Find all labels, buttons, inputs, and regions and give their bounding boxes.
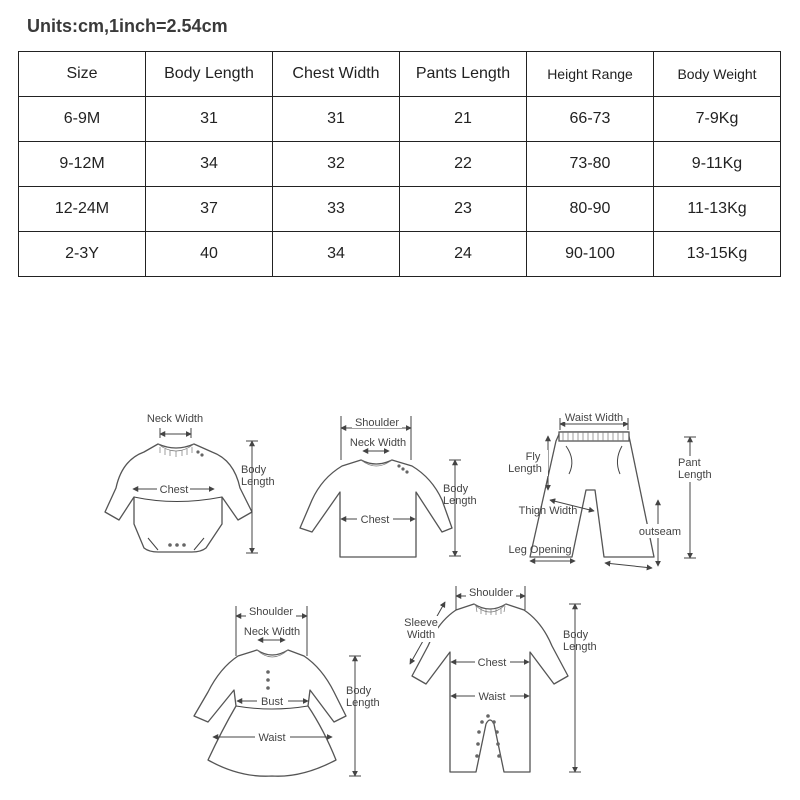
size-table	[18, 51, 781, 277]
cell-size: 12-24M	[19, 187, 146, 232]
header-height-range: Height Range	[527, 52, 654, 97]
table-row	[19, 142, 781, 187]
cell-chest-width: 31	[273, 97, 400, 142]
bodysuit-length-label-1: Body	[241, 464, 267, 476]
table-row	[19, 187, 781, 232]
cell-body-length: 31	[146, 97, 273, 142]
sweater-neck-label: Neck Width	[349, 437, 407, 449]
romper-shoulder-label: Shoulder	[468, 587, 514, 599]
bodysuit-chest-label: Chest	[159, 484, 189, 496]
bodysuit-illustration	[105, 444, 252, 552]
cell-height-range: 73-80	[527, 142, 654, 187]
bodysuit-length-label-2: Length	[241, 476, 275, 488]
header-chest-width: Chest Width	[273, 52, 400, 97]
dress-bust-label: Bust	[260, 696, 284, 708]
pants-leg-opening-label: Leg Opening	[508, 544, 572, 556]
romper-length-label-1: Body	[563, 629, 589, 641]
romper-sleeve-label-2: Width	[406, 629, 436, 641]
cell-pants-length: 22	[400, 142, 527, 187]
cell-body-weight: 13-15Kg	[654, 232, 781, 277]
dress-waist-label: Waist	[258, 732, 286, 744]
pants-outseam-label: outseam	[638, 526, 682, 538]
measurement-diagrams	[0, 395, 800, 800]
sweater-length-label-1: Body	[443, 483, 469, 495]
pants-waist-label: Waist Width	[564, 412, 624, 424]
pants-thigh-label: Thigh Width	[518, 505, 578, 517]
cell-size: 6-9M	[19, 97, 146, 142]
dress-illustration	[194, 650, 346, 776]
bodysuit-neck-label: Neck Width	[146, 413, 204, 425]
romper-chest-label: Chest	[477, 657, 507, 669]
cell-body-weight: 7-9Kg	[654, 97, 781, 142]
romper-length-label-2: Length	[563, 641, 597, 653]
cell-body-length: 37	[146, 187, 273, 232]
cell-pants-length: 23	[400, 187, 527, 232]
table-row	[19, 232, 781, 277]
dress-shoulder-label: Shoulder	[248, 606, 294, 618]
dress-length-label-2: Length	[346, 697, 380, 709]
sweater-illustration	[300, 460, 452, 557]
sweater-length-label-2: Length	[443, 495, 477, 507]
dress-length-label-1: Body	[346, 685, 372, 697]
cell-body-length: 40	[146, 232, 273, 277]
cell-size: 2-3Y	[19, 232, 146, 277]
cell-chest-width: 33	[273, 187, 400, 232]
romper-sleeve-label-1: Sleeve	[404, 617, 438, 629]
units-note: Units:cm,1inch=2.54cm	[27, 16, 228, 36]
cell-body-weight: 11-13Kg	[654, 187, 781, 232]
table-header-row	[19, 52, 781, 97]
cell-body-weight: 9-11Kg	[654, 142, 781, 187]
header-size: Size	[19, 52, 146, 97]
pants-fly-label-1: Fly	[525, 451, 541, 463]
cell-pants-length: 24	[400, 232, 527, 277]
pants-illustration	[530, 432, 654, 557]
cell-height-range: 66-73	[527, 97, 654, 142]
cell-pants-length: 21	[400, 97, 527, 142]
sweater-shoulder-label: Shoulder	[354, 417, 400, 429]
cell-height-range: 80-90	[527, 187, 654, 232]
pants-fly-label-2: Length	[508, 463, 542, 475]
cell-height-range: 90-100	[527, 232, 654, 277]
header-body-weight: Body Weight	[654, 52, 781, 97]
cell-body-length: 34	[146, 142, 273, 187]
header-pants-length: Pants Length	[400, 52, 527, 97]
sweater-chest-label: Chest	[360, 514, 390, 526]
pants-length-label-1: Pant	[678, 457, 701, 469]
romper-waist-label: Waist	[478, 691, 506, 703]
cell-chest-width: 34	[273, 232, 400, 277]
table-row	[19, 97, 781, 142]
measurement-diagram-svg	[0, 395, 800, 800]
pants-length-label-2: Length	[678, 469, 712, 481]
cell-size: 9-12M	[19, 142, 146, 187]
dress-neck-label: Neck Width	[243, 626, 301, 638]
header-body-length: Body Length	[146, 52, 273, 97]
cell-chest-width: 32	[273, 142, 400, 187]
